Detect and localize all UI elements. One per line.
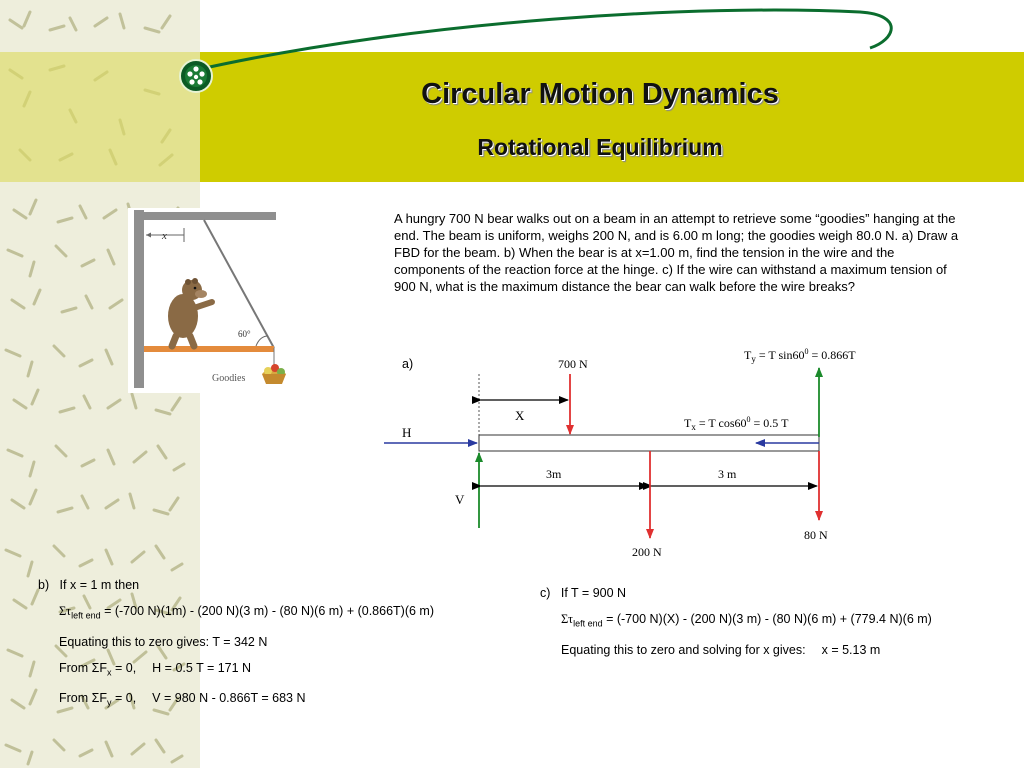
part-c-torque-eq: = (-700 N)(X) - (200 N)(3 m) - (80 N)(6 m) + (779.4 N)(6 m) bbox=[602, 612, 932, 626]
part-c-label: c) bbox=[540, 586, 551, 600]
x-label: x bbox=[162, 230, 167, 242]
part-b-torque-eq: = (-700 N)(1m) - (200 N)(3 m) - (80 N)(6 m) + (0.866T)(6 m) bbox=[100, 604, 434, 618]
ty-subscript: y bbox=[751, 354, 756, 364]
slide-title: Circular Motion Dynamics bbox=[421, 78, 779, 110]
part-b-torque-sub: left end bbox=[71, 610, 101, 621]
part-b-line1: If x = 1 m then bbox=[59, 578, 140, 592]
part-b-fy-sub: y bbox=[107, 697, 112, 708]
right-half-label: 3 m bbox=[718, 467, 737, 481]
part-b-fx-result: H = 0.5 T = 171 N bbox=[152, 660, 252, 675]
free-body-diagram bbox=[380, 340, 900, 570]
hinge-v-label: V bbox=[455, 492, 465, 507]
goodies-weight-label: 80 N bbox=[804, 528, 828, 542]
ty-value: = 0.866T bbox=[808, 348, 856, 362]
angle-label: 60° bbox=[238, 329, 251, 339]
tx-expression: = T cos60 bbox=[695, 416, 747, 430]
part-b-fy-from: From ΣF bbox=[59, 691, 107, 705]
ceiling bbox=[144, 212, 276, 220]
tension-y-label bbox=[744, 347, 856, 364]
part-b-fx-sub: x bbox=[107, 667, 112, 677]
tx-symbol: T bbox=[684, 416, 692, 430]
part-b-label: b) bbox=[38, 578, 50, 592]
part-b-solution bbox=[38, 572, 434, 716]
beam bbox=[144, 346, 274, 352]
part-c-line3: Equating this to zero and solving for x gives: bbox=[561, 642, 806, 657]
ty-expression: = T sin60 bbox=[755, 348, 805, 362]
tx-degree: 0 bbox=[746, 415, 751, 424]
ty-symbol: T bbox=[744, 348, 752, 362]
goodies-label: Goodies bbox=[212, 373, 246, 384]
tx-subscript: x bbox=[691, 422, 696, 432]
x-distance-label: X bbox=[515, 408, 525, 423]
beam-weight-label: 200 N bbox=[632, 545, 662, 559]
part-b-fx-from: From ΣF bbox=[59, 660, 107, 675]
wall bbox=[134, 210, 144, 388]
slide-subtitle: Rotational Equilibrium bbox=[477, 134, 723, 160]
part-b-line3: Equating this to zero gives: T = 342 N bbox=[59, 634, 268, 649]
tx-value: = 0.5 T bbox=[750, 416, 789, 430]
part-c-result: x = 5.13 m bbox=[821, 642, 881, 657]
logo-icon bbox=[180, 60, 212, 92]
part-b-fy-eq: = 0, bbox=[111, 691, 137, 705]
problem-statement: A hungry 700 N bear walks out on a beam in an attempt to retrieve some “goodies” hanging at the end. The beam is uniform, weighs 200 N, and is 6.00 m long; the goodies weigh 80.0 N. a) Draw a FBD for the beam. b) When the bear is at x=1.00 m, find the tension in the wire and the components of the reaction force at the hinge. c) If the wire can withstand a maximum tension of 900 N, what is the maximum distance the bear can walk before the wire breaks? bbox=[394, 211, 959, 294]
hinge-h-label: H bbox=[402, 425, 412, 440]
part-c-solution bbox=[540, 580, 932, 663]
part-a-label: a) bbox=[402, 357, 414, 371]
bear-beam-illustration bbox=[128, 208, 288, 393]
part-c-torque-sigma: Στ bbox=[561, 612, 574, 626]
left-half-label: 3m bbox=[546, 467, 562, 481]
ty-degree: 0 bbox=[804, 347, 809, 356]
part-c-torque-sub: left end bbox=[573, 618, 603, 629]
part-b-fy-result: V = 980 N - 0.866T = 683 N bbox=[152, 691, 306, 705]
bear-force-label: 700 N bbox=[558, 357, 588, 371]
tension-x-label bbox=[684, 415, 789, 432]
part-b-torque-sigma: Στ bbox=[59, 604, 72, 618]
part-b-fx-eq: = 0, bbox=[111, 660, 137, 675]
part-c-line1: If T = 900 N bbox=[560, 586, 627, 600]
